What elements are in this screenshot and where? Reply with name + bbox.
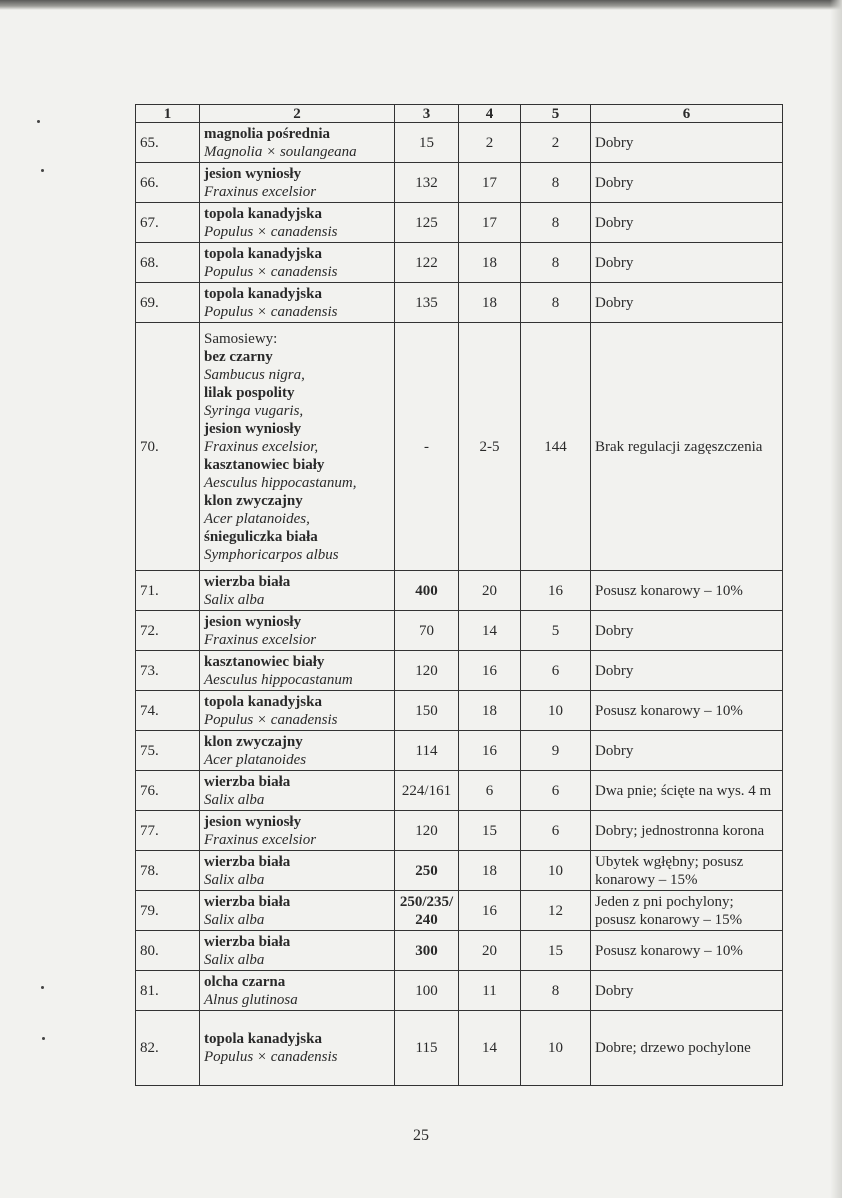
tree-number-cell: 78. [136, 851, 200, 891]
column-5-value: 8 [521, 971, 591, 1011]
column-5-value: 10 [521, 691, 591, 731]
species-name-cell [200, 203, 395, 243]
column-3-value: 15 [395, 123, 459, 163]
polish-name: topola kanadyjska [204, 1031, 322, 1047]
column-5-value: 16 [521, 571, 591, 611]
table-row [136, 651, 783, 691]
condition-cell: Dobry [591, 283, 783, 323]
tree-number-cell: 65. [136, 123, 200, 163]
condition-cell: Dobry [591, 243, 783, 283]
polish-name: wierzba biała [204, 773, 291, 790]
column-5-value: 9 [521, 731, 591, 771]
latin-name: Magnolia × soulangeana [204, 143, 357, 160]
column-4-value: 14 [459, 611, 521, 651]
latin-name: Fraxinus excelsior [204, 183, 317, 200]
polish-name: olcha czarna [204, 973, 286, 990]
column-3-value: 120 [395, 651, 459, 691]
table-row [136, 1011, 783, 1086]
column-4-value: 2-5 [459, 323, 521, 571]
scan-top-edge [0, 0, 842, 10]
polish-name: jesion wyniosły [204, 813, 302, 830]
column-5-value: 8 [521, 163, 591, 203]
scan-speck [41, 986, 44, 989]
latin-name: Syringa vugaris, [204, 402, 304, 419]
species-name-cell [200, 123, 395, 163]
species-name-cell [200, 611, 395, 651]
polish-name: kasztanowiec biały [204, 653, 325, 670]
column-5-value: 2 [521, 123, 591, 163]
condition-cell: Dobre; drzewo pochylone [591, 1011, 783, 1086]
column-4-value: 14 [459, 1011, 521, 1086]
latin-name: Salix alba [204, 791, 265, 808]
column-4-value: 18 [459, 243, 521, 283]
condition-cell: Dwa pnie; ścięte na wys. 4 m [591, 771, 783, 811]
tree-number-cell: 79. [136, 891, 200, 931]
column-3-value: 70 [395, 611, 459, 651]
column-3-value: 114 [395, 731, 459, 771]
table-row [136, 163, 783, 203]
column-3-value: 120 [395, 811, 459, 851]
column-4-value: 16 [459, 731, 521, 771]
table-row [136, 571, 783, 611]
column-3-value: 100 [395, 971, 459, 1011]
species-name-cell [200, 931, 395, 971]
species-name-cell [200, 691, 395, 731]
column-3-value: 132 [395, 163, 459, 203]
tree-number-cell: 68. [136, 243, 200, 283]
latin-name: Salix alba [204, 911, 265, 928]
scan-right-shadow [830, 0, 842, 1198]
column-3-value: 150 [395, 691, 459, 731]
polish-name: wierzba biała [204, 893, 291, 910]
column-5-value: 8 [521, 283, 591, 323]
condition-cell: Dobry [591, 651, 783, 691]
table-row [136, 323, 783, 571]
column-4-value: 18 [459, 691, 521, 731]
polish-name: bez czarny [204, 348, 273, 365]
column-header: 1 [136, 105, 200, 123]
column-5-value: 8 [521, 243, 591, 283]
species-name-cell [200, 811, 395, 851]
tree-number-cell: 75. [136, 731, 200, 771]
column-3-value: 300 [395, 931, 459, 971]
polish-name: śnieguliczka biała [204, 528, 318, 545]
latin-name: Salix alba [204, 871, 265, 888]
latin-name: Acer platanoides, [204, 510, 310, 527]
column-5-value: 6 [521, 811, 591, 851]
species-name-cell [200, 283, 395, 323]
latin-name: Fraxinus excelsior [204, 631, 317, 648]
polish-name: wierzba biała [204, 933, 291, 950]
table-row [136, 771, 783, 811]
table-row [136, 611, 783, 651]
condition-cell: Dobry; jednostronna korona [591, 811, 783, 851]
column-4-value: 16 [459, 891, 521, 931]
column-3-value: 115 [395, 1011, 459, 1086]
species-name-cell [200, 731, 395, 771]
latin-name: Aesculus hippocastanum [204, 671, 353, 688]
table-row [136, 283, 783, 323]
latin-name: Fraxinus excelsior, [204, 438, 319, 455]
latin-name: Salix alba [204, 591, 265, 608]
column-5-value: 6 [521, 771, 591, 811]
polish-name: klon zwyczajny [204, 492, 303, 509]
table-row [136, 811, 783, 851]
polish-name: jesion wyniosły [204, 165, 302, 182]
polish-name: wierzba biała [204, 573, 291, 590]
column-3-value: 125 [395, 203, 459, 243]
condition-cell: Jeden z pni pochylony; posusz konarowy – 15% [591, 891, 783, 931]
polish-name: topola kanadyjska [204, 285, 322, 302]
table-row [136, 123, 783, 163]
tree-number-cell: 73. [136, 651, 200, 691]
column-3-value: - [395, 323, 459, 571]
latin-name: Populus × canadensis [204, 223, 338, 240]
column-5-value: 8 [521, 203, 591, 243]
column-5-value: 10 [521, 851, 591, 891]
column-4-value: 6 [459, 771, 521, 811]
tree-number-cell: 74. [136, 691, 200, 731]
polish-name: topola kanadyjska [204, 693, 322, 710]
column-4-value: 11 [459, 971, 521, 1011]
latin-name: Populus × canadensis [204, 263, 338, 280]
condition-cell: Ubytek wgłębny; posusz konarowy – 15% [591, 851, 783, 891]
column-header: 4 [459, 105, 521, 123]
latin-name: Populus × canadensis [204, 1049, 338, 1065]
group-label: Samosiewy: [204, 330, 278, 347]
species-name-cell [200, 851, 395, 891]
tree-number-cell: 76. [136, 771, 200, 811]
polish-name: kasztanowiec biały [204, 456, 325, 473]
latin-name: Fraxinus excelsior [204, 831, 317, 848]
column-4-value: 15 [459, 811, 521, 851]
page-number: 25 [413, 1127, 429, 1144]
tree-number-cell: 81. [136, 971, 200, 1011]
polish-name: lilak pospolity [204, 384, 295, 401]
species-name-cell [200, 651, 395, 691]
polish-name: magnolia pośrednia [204, 125, 330, 142]
latin-name: Alnus glutinosa [204, 991, 298, 1008]
tree-number-cell: 67. [136, 203, 200, 243]
table-row [136, 243, 783, 283]
table-header-row [136, 105, 783, 123]
table-row [136, 931, 783, 971]
tree-number-cell: 70. [136, 323, 200, 571]
latin-name: Populus × canadensis [204, 303, 338, 320]
column-5-value: 10 [521, 1011, 591, 1086]
column-5-value: 144 [521, 323, 591, 571]
tree-number-cell: 69. [136, 283, 200, 323]
tree-number-cell: 72. [136, 611, 200, 651]
condition-cell: Dobry [591, 611, 783, 651]
column-3-value: 135 [395, 283, 459, 323]
condition-cell: Dobry [591, 203, 783, 243]
tree-number-cell: 80. [136, 931, 200, 971]
column-4-value: 16 [459, 651, 521, 691]
column-5-value: 6 [521, 651, 591, 691]
latin-name: Aesculus hippocastanum, [204, 474, 357, 491]
table-row [136, 891, 783, 931]
column-4-value: 17 [459, 163, 521, 203]
column-4-value: 20 [459, 571, 521, 611]
tree-number-cell: 66. [136, 163, 200, 203]
column-4-value: 17 [459, 203, 521, 243]
polish-name: topola kanadyjska [204, 245, 322, 262]
column-3-value: 400 [395, 571, 459, 611]
column-header: 5 [521, 105, 591, 123]
species-name-cell [200, 771, 395, 811]
species-name-cell [200, 323, 395, 571]
condition-cell: Dobry [591, 163, 783, 203]
latin-name: Symphoricarpos albus [204, 546, 339, 563]
tree-number-cell: 77. [136, 811, 200, 851]
species-name-cell [200, 163, 395, 203]
latin-name: Populus × canadensis [204, 711, 338, 728]
tree-number-cell: 71. [136, 571, 200, 611]
table-row [136, 203, 783, 243]
column-3-value: 122 [395, 243, 459, 283]
table-row [136, 851, 783, 891]
table-row [136, 971, 783, 1011]
condition-cell: Dobry [591, 971, 783, 1011]
species-name-cell [200, 571, 395, 611]
condition-cell: Posusz konarowy – 10% [591, 931, 783, 971]
polish-name: jesion wyniosły [204, 613, 302, 630]
polish-name: topola kanadyjska [204, 205, 322, 222]
polish-name: jesion wyniosły [204, 420, 302, 437]
column-3-value: 224/161 [395, 771, 459, 811]
column-header: 3 [395, 105, 459, 123]
latin-name: Sambucus nigra, [204, 366, 305, 383]
polish-name: wierzba biała [204, 853, 291, 870]
species-name-cell [200, 971, 395, 1011]
latin-name: Acer platanoides [204, 751, 307, 768]
table-row [136, 731, 783, 771]
column-4-value: 18 [459, 283, 521, 323]
species-name-cell [200, 243, 395, 283]
scan-speck [41, 169, 44, 172]
species-name-cell [200, 891, 395, 931]
tree-inventory-table [135, 104, 783, 1086]
tree-number-cell: 82. [136, 1011, 200, 1086]
polish-name: klon zwyczajny [204, 733, 303, 750]
column-4-value: 2 [459, 123, 521, 163]
column-header: 6 [591, 105, 783, 123]
condition-cell: Posusz konarowy – 10% [591, 571, 783, 611]
condition-cell: Dobry [591, 123, 783, 163]
species-name-cell [200, 1011, 395, 1086]
scan-speck [37, 120, 40, 123]
condition-cell: Dobry [591, 731, 783, 771]
column-3-value: 250 [395, 851, 459, 891]
column-header: 2 [200, 105, 395, 123]
condition-cell: Posusz konarowy – 10% [591, 691, 783, 731]
table-row [136, 691, 783, 731]
column-5-value: 5 [521, 611, 591, 651]
column-4-value: 20 [459, 931, 521, 971]
column-3-value: 250/235/ 240 [395, 891, 459, 931]
column-4-value: 18 [459, 851, 521, 891]
condition-cell: Brak regulacji zagęszczenia [591, 323, 783, 571]
latin-name: Salix alba [204, 951, 265, 968]
scan-speck [42, 1037, 45, 1040]
column-5-value: 15 [521, 931, 591, 971]
column-5-value: 12 [521, 891, 591, 931]
